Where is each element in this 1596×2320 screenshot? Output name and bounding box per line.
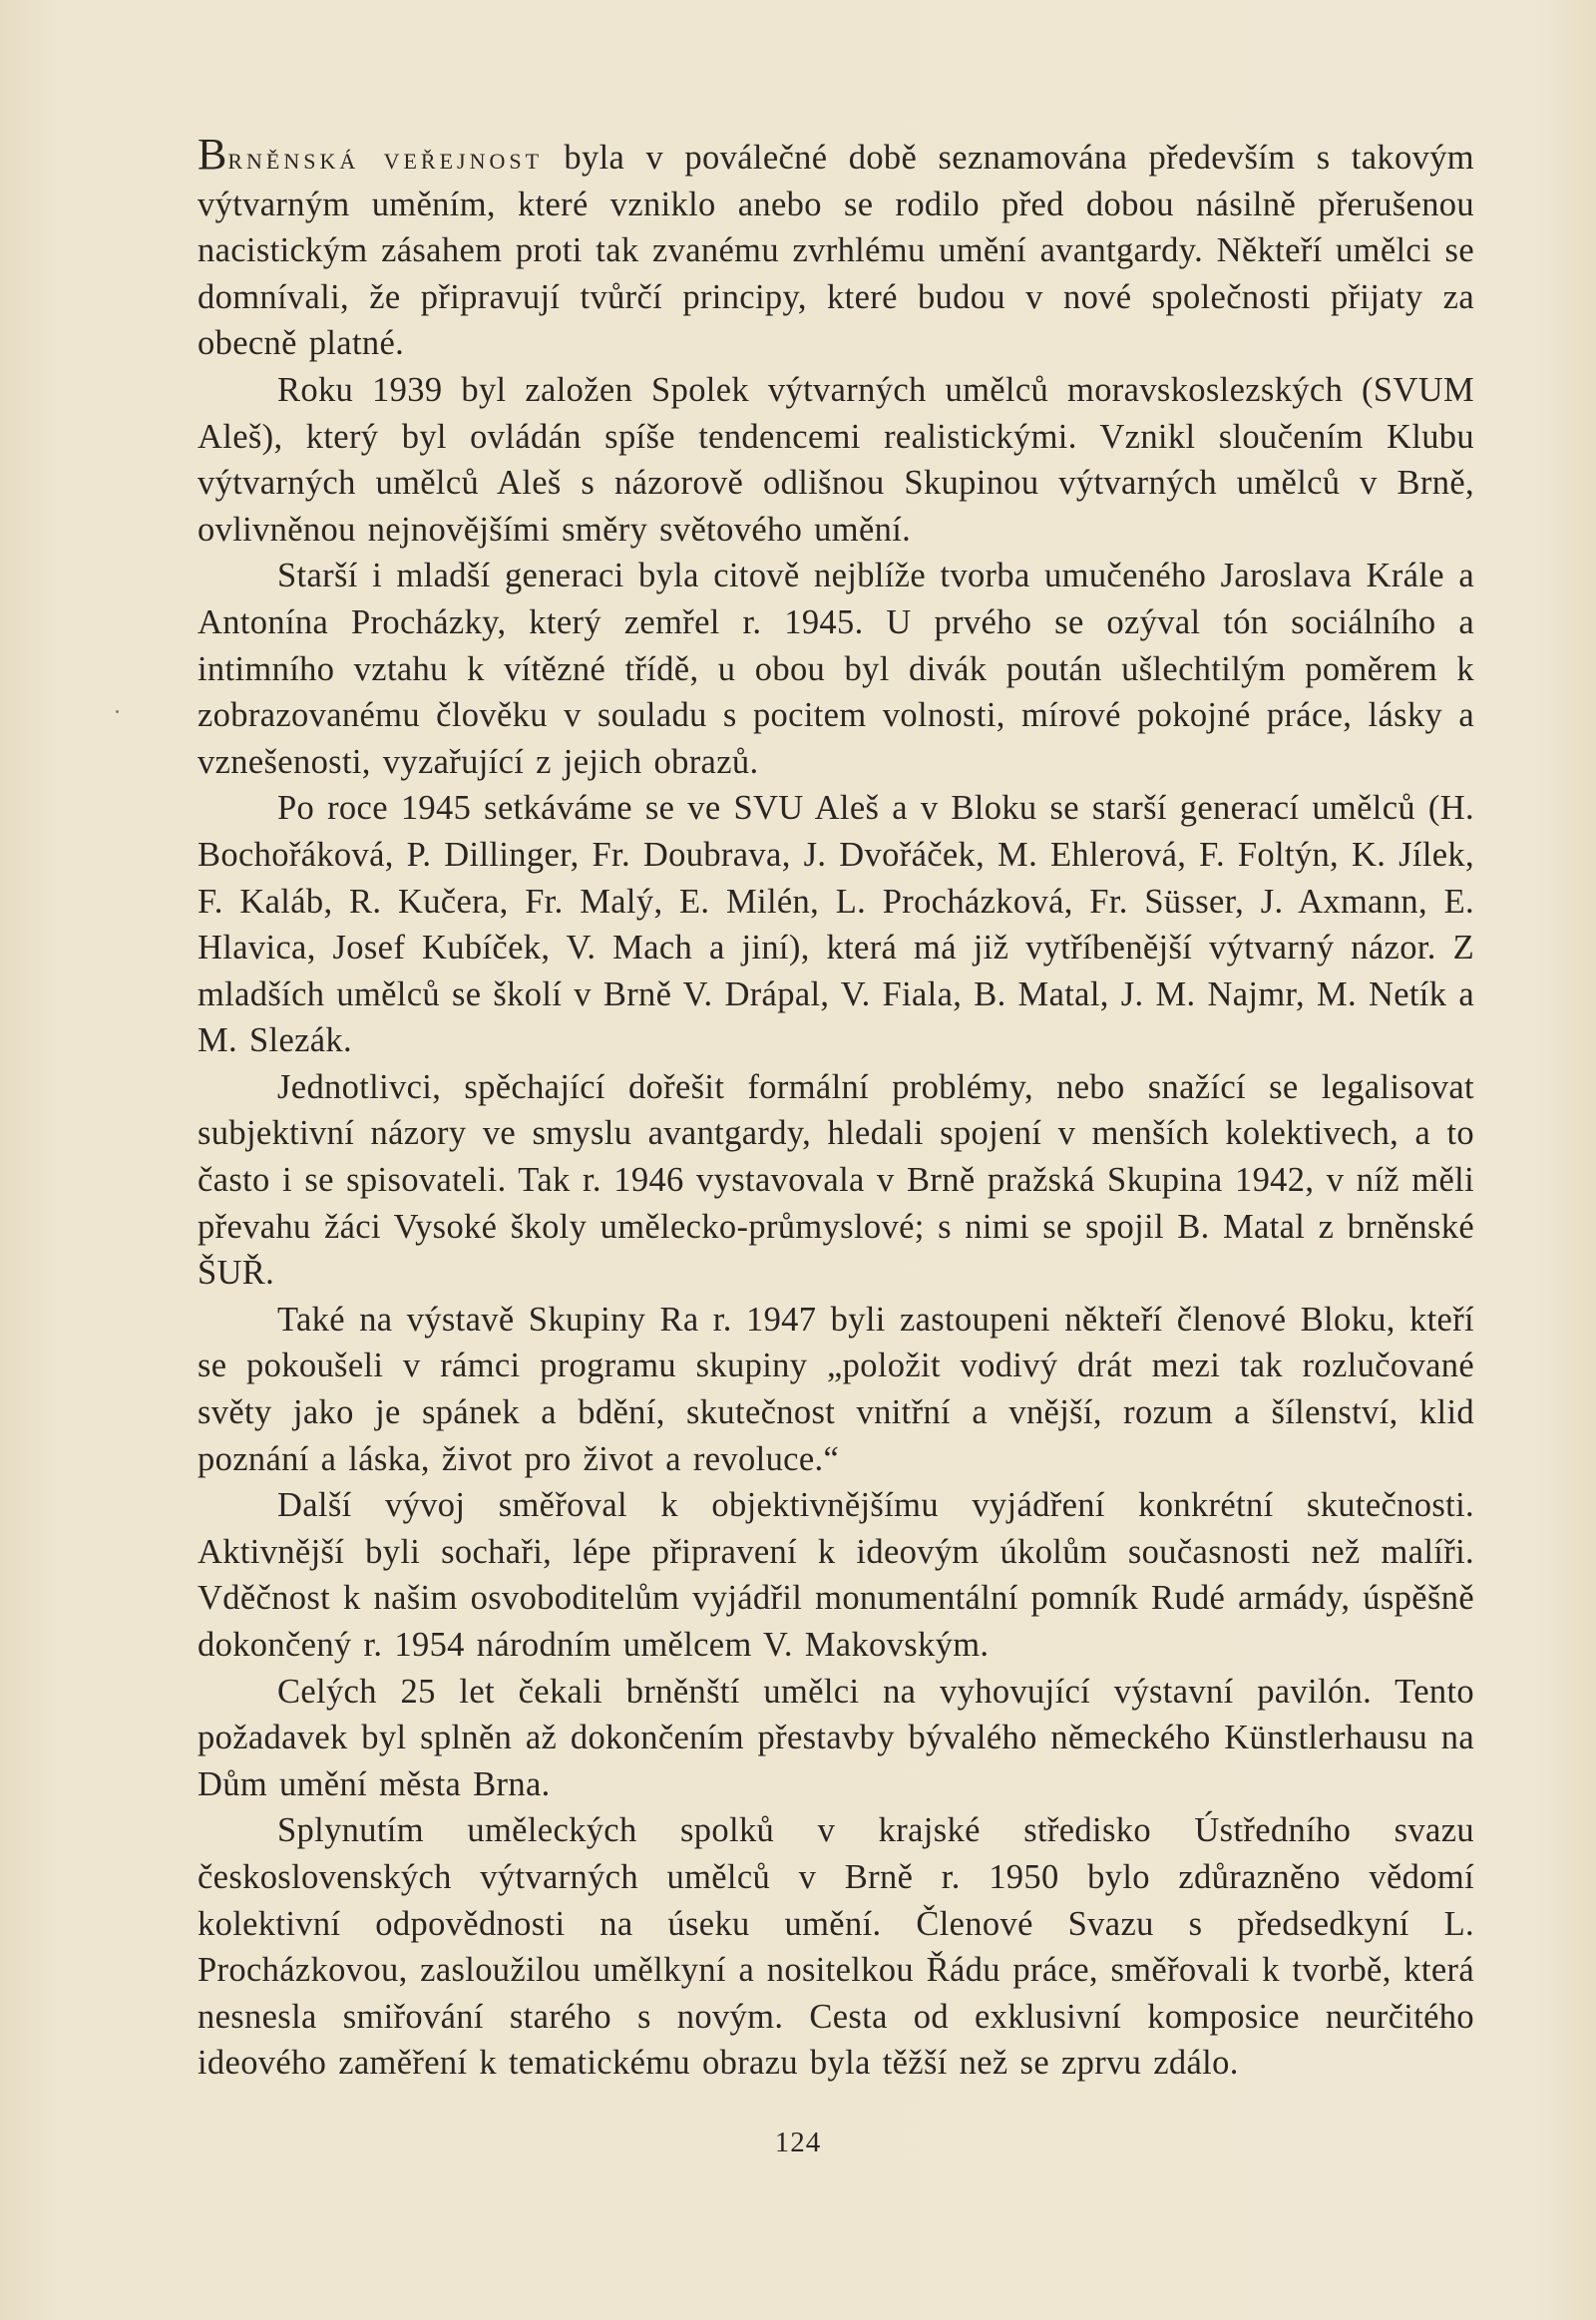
paragraph-1-text: byla v poválečné době seznamována především s takovým výtvarným uměním, které vzniklo anebo se rodilo před dobou násilně přerušenou nacistickým zásahem proti tak zvanému zvrhlému umění avantgardy. Někteří umělci se domnívali, že připravují tvůrčí principy, které budou v nové společnosti přijaty za obecně platné.: [198, 139, 1474, 363]
paragraph-8: Celých 25 let čekali brněnští umělci na vyhovující výstavní pavilón. Tento požadavek byl splněn až dokončením přestavby bývalého německého Künstlerhausu na Dům umění města Brna.: [198, 1672, 1474, 1803]
paragraph-1: [198, 132, 1474, 367]
opening-small-caps: rněnská veřejnost: [227, 140, 544, 176]
page-number: 124: [774, 2127, 822, 2158]
paragraph-2: Roku 1939 byl založen Spolek výtvarných umělců moravskoslezských (SVUM Aleš), který byl ovládán spíše tendencemi realistickými. Vznikl sloučením Klubu výtvarných umělců Aleš s názorově odlišnou Skupinou výtvarných umělců v Brně, ovlivněnou nejnovějšími směry světového umění.: [198, 370, 1474, 549]
margin-speck: [116, 710, 119, 713]
initial-letter: B: [198, 130, 228, 179]
paragraph-5: Jednotlivci, spěchající dořešit formální problémy, nebo snažící se legalisovat subjektivní názory ve smyslu avantgardy, hledali spojení v menších kolektivech, a to často i se spisovateli. Tak r. 1946 vystavovala v Brně pražská Skupina 1942, v níž měli převahu žáci Vysoké školy umělecko-průmyslové; s nimi se spojil B. Matal z brněnské ŠUŘ.: [198, 1067, 1474, 1293]
paragraph-7: Další vývoj směřoval k objektivnějšímu vyjádření konkrétní skutečnosti. Aktivnější byli sochaři, lépe připravení k ideovým úkolům současnosti než malíři. Vděčnost k našim osvoboditelům vyjádřil monumentální pomník Rudé armády, úspěšně dokončený r. 1954 národním umělcem V. Makovským.: [198, 1486, 1474, 1664]
paragraph-4: Po roce 1945 setkáváme se ve SVU Aleš a v Bloku se starší generací umělců (H. Bochořáková, P. Dillinger, Fr. Doubrava, J. Dvořáček, M. Ehlerová, F. Foltýn, K. Jílek, F. Kaláb, R. Kučera, Fr. Malý, E. Milén, L. Procházková, Fr. Süsser, J. Axmann, E. Hlavica, Josef Kubíček, V. Mach a jiní), která má již vytříbenější výtvarný názor. Z mladších umělců se školí v Brně V. Drápal, V. Fiala, B. Matal, J. M. Najmr, M. Netík a M. Slezák.: [198, 789, 1474, 1060]
paragraph-3: Starší i mladší generaci byla citově nejblíže tvorba umučeného Jaroslava Krále a Antonína Procházky, který zemřel r. 1945. U prvého se ozýval tón sociálního a intimního vztahu k vítězné třídě, u obou byl divák poután ušlechtilým poměrem k zobrazovanému člověku v souladu s pocitem volnosti, mírové pokojné práce, lásky a vznešenosti, vyzařující z jejich obrazů.: [198, 557, 1474, 781]
paragraph-6: Také na výstavě Skupiny Ra r. 1947 byli zastoupeni někteří členové Bloku, kteří se pokoušeli v rámci programu skupiny „položit vodivý drát mezi tak rozlučované světy jako je spánek a bdění, skutečnost vnitřní a vnější, rozum a šílenství, klid poznání a láska, život pro život a revoluce.“: [198, 1300, 1474, 1478]
paragraph-9: Splynutím uměleckých spolků v krajské středisko Ústředního svazu československých výtvarných umělců v Brně r. 1950 bylo zdůrazněno vědomí kolektivní odpovědnosti na úseku umění. Členové Svazu s předsedkyní L. Procházkovou, zasloužilou umělkyní a nositelkou Řádu práce, směřovali k tvorbě, která nesnesla smiřování starého s novým. Cesta od exklusivní komposice neurčitého ideového zaměření k tematickému obrazu byla těžší než se zprvu zdálo.: [198, 1811, 1474, 2083]
body-text: [198, 132, 1474, 2087]
